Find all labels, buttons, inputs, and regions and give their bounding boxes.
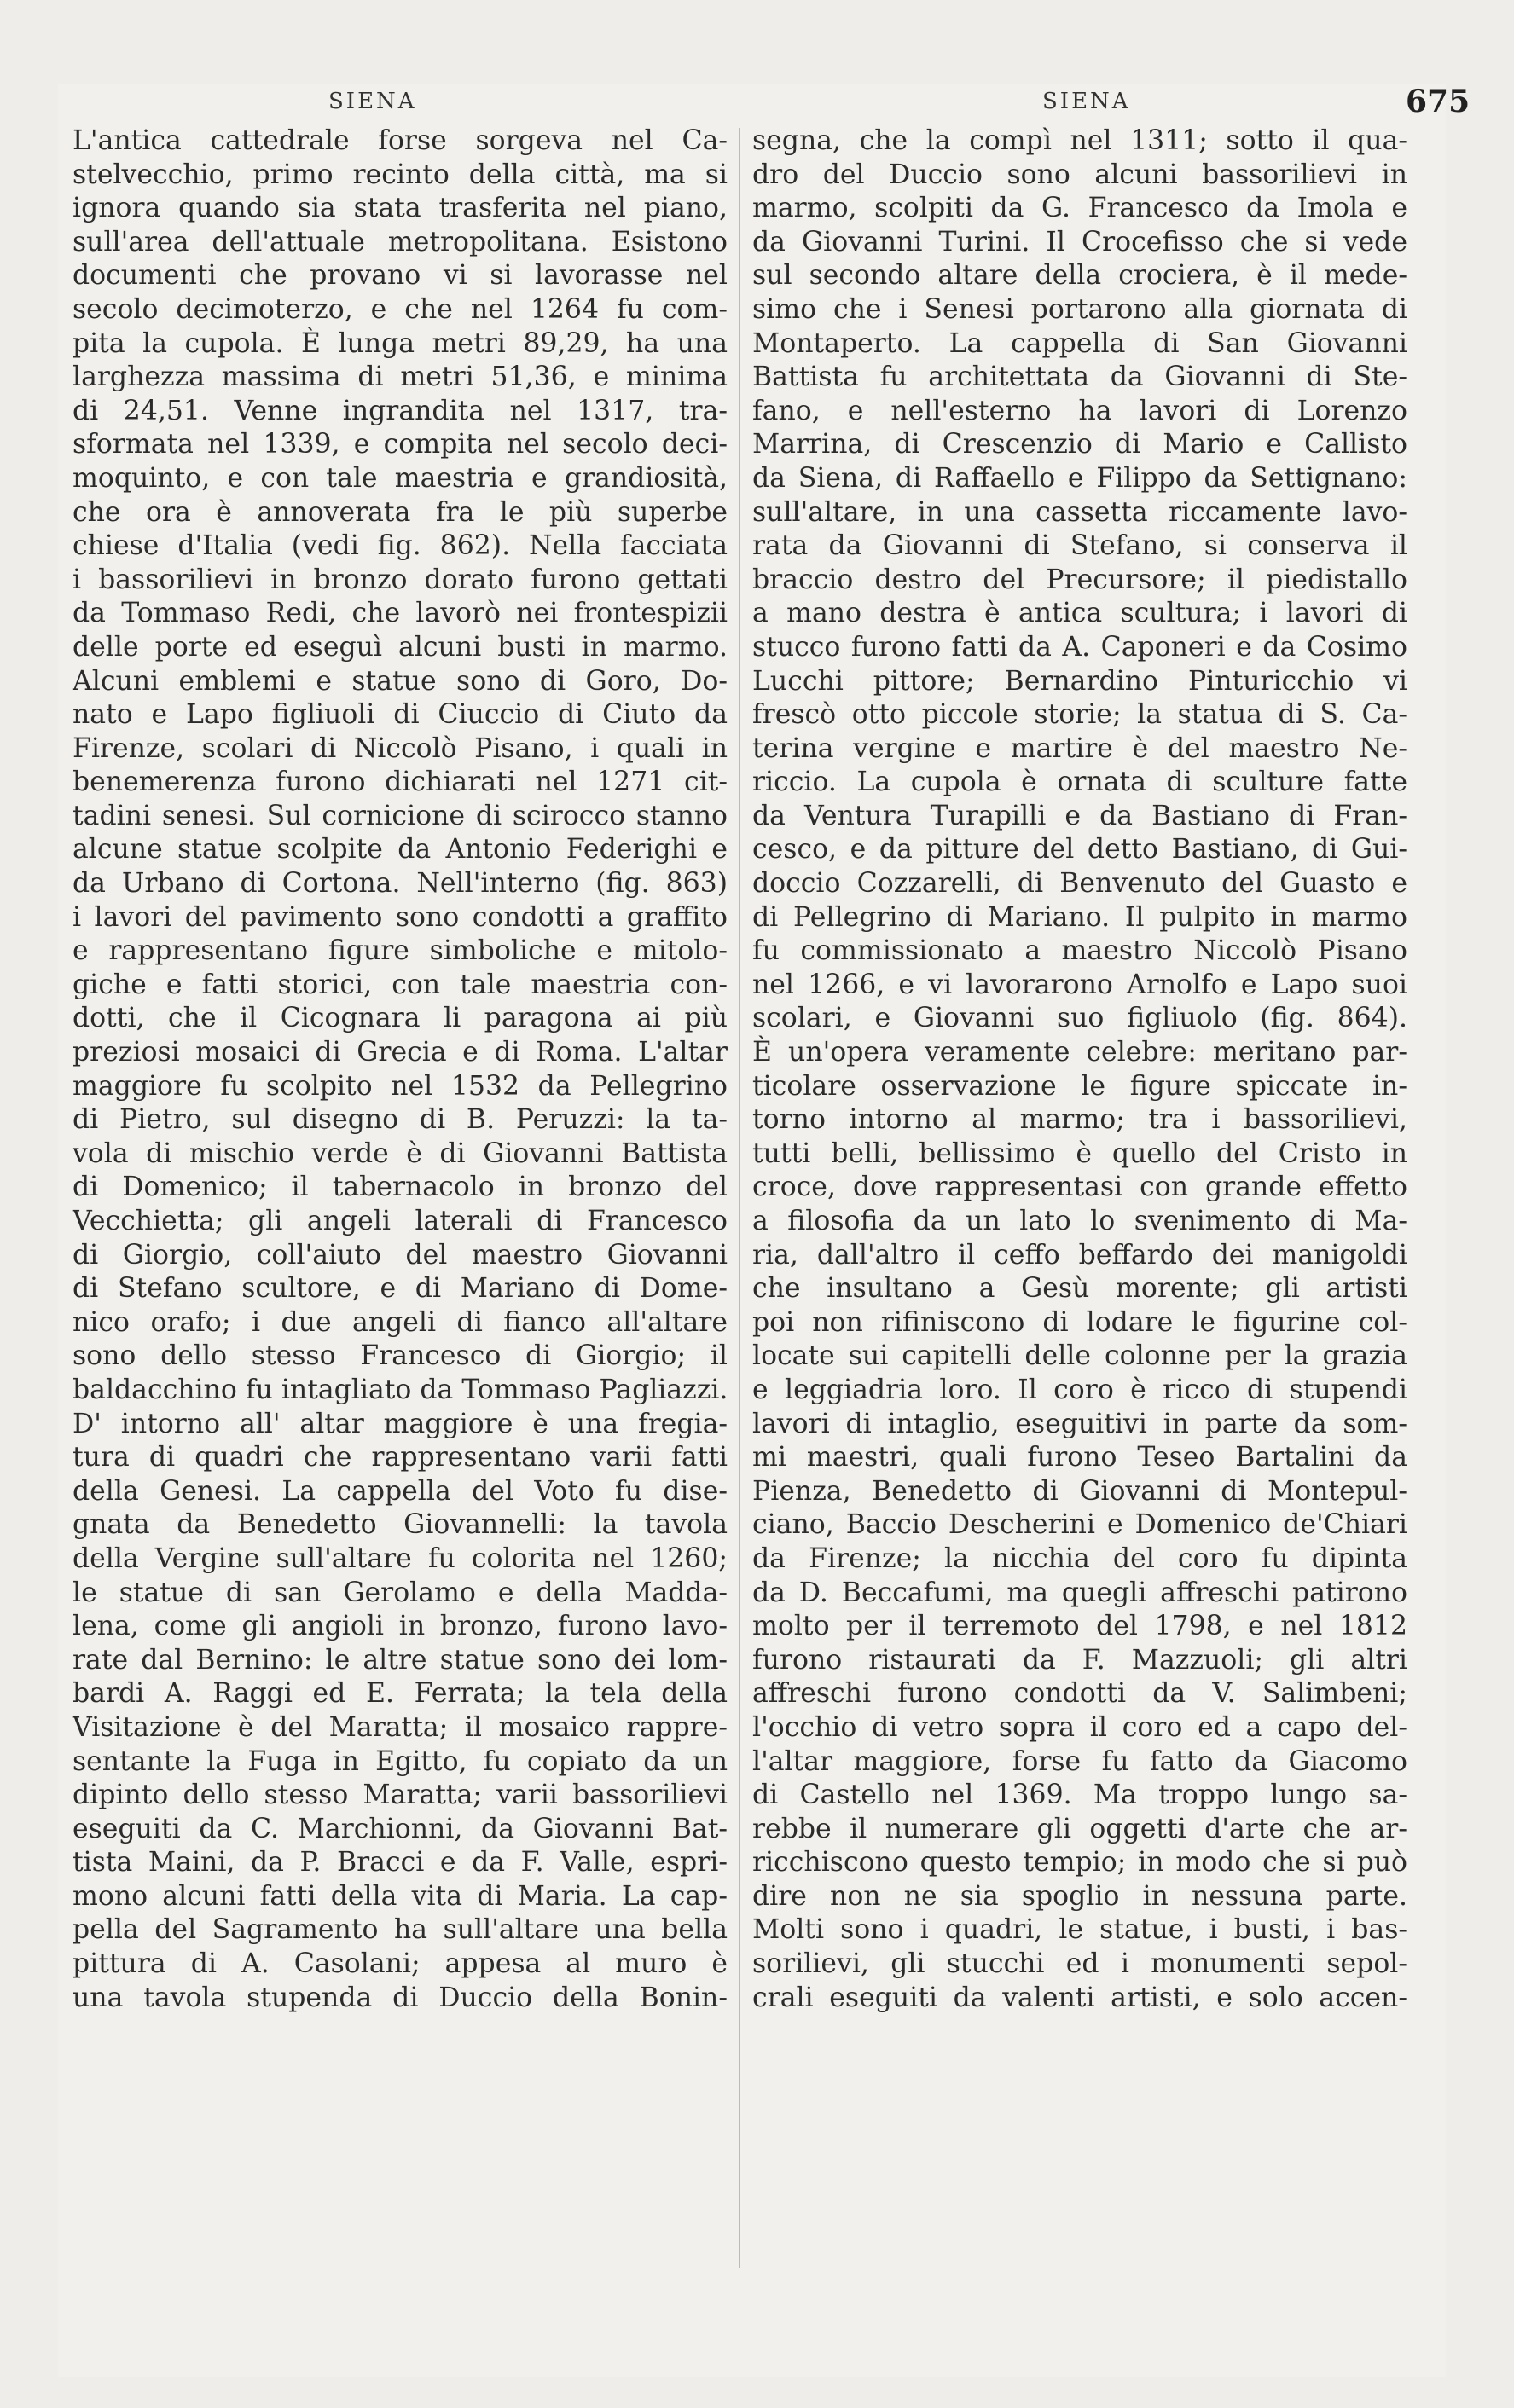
text-line: eseguiti da C. Marchionni, da Giovanni Bat-: [73, 1813, 728, 1844]
text-line: da Siena, di Raffaello e Filippo da Settignano:: [752, 462, 1407, 494]
left-text-column: [73, 124, 728, 2015]
text-line: di Domenico; il tabernacolo in bronzo del: [73, 1172, 728, 1203]
text-line: nel 1266, e vi lavorarono Arnolfo e Lapo suoi: [752, 969, 1407, 1000]
text-line: tista Maini, da P. Bracci e da F. Valle, espri-: [73, 1847, 728, 1878]
text-line: pella del Sagramento ha sull'altare una bella: [73, 1914, 728, 1946]
text-line: tutti belli, bellissimo è quello del Cristo in: [752, 1137, 1407, 1169]
text-line: i lavori del pavimento sono condotti a graffito: [73, 901, 728, 933]
text-line: gnata da Benedetto Giovannelli: la tavola: [73, 1509, 728, 1541]
text-line: sull'area dell'attuale metropolitana. Esistono: [73, 226, 728, 258]
text-line: locate sui capitelli delle colonne per la grazia: [752, 1340, 1407, 1372]
text-line: Molti sono i quadri, le statue, i busti, i bas-: [752, 1914, 1407, 1946]
text-line: fu commissionato a maestro Niccolò Pisano: [752, 935, 1407, 967]
text-line: scolari, e Giovanni suo figliuolo (fig. 864).: [752, 1003, 1407, 1034]
text-line: dire non ne sia spoglio in nessuna parte.: [752, 1880, 1407, 1912]
text-line: chiese d'Italia (vedi fig. 862). Nella facciata: [73, 530, 728, 562]
text-line: Montaperto. La cappella di San Giovanni: [752, 327, 1407, 359]
text-line: di Castello nel 1369. Ma troppo lungo sa-: [752, 1780, 1407, 1811]
text-line: alcune statue scolpite da Antonio Federighi e: [73, 834, 728, 865]
text-line: nico orafo; i due angeli di fianco all'altare: [73, 1306, 728, 1338]
text-line: molto per il terremoto del 1798, e nel 1812: [752, 1611, 1407, 1642]
text-line: tadini senesi. Sul cornicione di scirocco stanno: [73, 800, 728, 831]
text-line: Pienza, Benedetto di Giovanni di Montepul-: [752, 1475, 1407, 1507]
text-line: da Tommaso Redi, che lavorò nei frontespizii: [73, 598, 728, 629]
text-line: sull'altare, in una cassetta riccamente lavo-: [752, 496, 1407, 528]
text-line: Firenze, scolari di Niccolò Pisano, i quali in: [73, 732, 728, 764]
text-line: dipinto dello stesso Maratta; varii bassorilievi: [73, 1780, 728, 1811]
text-line: di Stefano scultore, e di Mariano di Dome-: [73, 1273, 728, 1305]
text-line: mi maestri, quali furono Teseo Bartalini da: [752, 1442, 1407, 1473]
text-line: Visitazione è del Maratta; il mosaico rappre-: [73, 1711, 728, 1743]
text-line: riccio. La cupola è ornata di sculture fatte: [752, 767, 1407, 798]
text-line: marmo, scolpiti da G. Francesco da Imola e: [752, 193, 1407, 224]
text-line: fano, e nell'esterno ha lavori di Lorenzo: [752, 395, 1407, 426]
text-line: benemerenza furono dichiarati nel 1271 cit-: [73, 767, 728, 798]
text-line: maggiore fu scolpito nel 1532 da Pellegrino: [73, 1070, 728, 1102]
text-line: delle porte ed eseguì alcuni busti in marmo.: [73, 631, 728, 663]
text-line: e leggiadria loro. Il coro è ricco di stupendi: [752, 1374, 1407, 1405]
text-line: baldacchino fu intagliato da Tommaso Pagliazzi.: [73, 1374, 728, 1405]
text-line: pita la cupola. È lunga metri 89,29, ha una: [73, 327, 728, 359]
text-line: segna, che la compì nel 1311; sotto il qua-: [752, 125, 1407, 156]
text-line: affreschi furono condotti da V. Salimbeni;: [752, 1678, 1407, 1710]
text-line: le statue di san Gerolamo e della Madda-: [73, 1577, 728, 1608]
text-line: lavori di intaglio, eseguitivi in parte da som-: [752, 1408, 1407, 1439]
text-line: furono ristaurati da F. Mazzuoli; gli altri: [752, 1644, 1407, 1676]
text-line: l'altar maggiore, forse fu fatto da Giacomo: [752, 1745, 1407, 1777]
text-line: ciano, Baccio Descherini e Domenico de'Chiari: [752, 1509, 1407, 1541]
text-line: Vecchietta; gli angeli laterali di Francesco: [73, 1206, 728, 1236]
text-line: ignora quando sia stata trasferita nel piano,: [73, 193, 728, 224]
text-line: da Urbano di Cortona. Nell'interno (fig. 863): [73, 868, 728, 900]
text-line: di Pellegrino di Mariano. Il pulpito in marmo: [752, 901, 1407, 933]
text-line: mono alcuni fatti della vita di Maria. La cap-: [73, 1880, 728, 1912]
column-divider: [739, 128, 740, 2268]
text-line: ticolare osservazione le figure spiccate in-: [752, 1070, 1407, 1102]
text-line: sono dello stesso Francesco di Giorgio; il: [73, 1340, 728, 1372]
text-line: giche e fatti storici, con tale maestria con-: [73, 969, 728, 1000]
text-line: documenti che provano vi si lavorasse nel: [73, 260, 728, 292]
text-line: della Genesi. La cappella del Voto fu dise-: [73, 1475, 728, 1507]
text-line: l'occhio di vetro sopra il coro ed a capo del-: [752, 1711, 1407, 1743]
text-line: L'antica cattedrale forse sorgeva nel Ca-: [73, 125, 728, 156]
text-line: braccio destro del Precursore; il piedistallo: [752, 564, 1407, 595]
text-line: e rappresentano figure simboliche e mitolo-: [73, 935, 728, 967]
text-line: Alcuni emblemi e statue sono di Goro, Do-: [73, 665, 728, 697]
text-line: di Giorgio, coll'aiuto del maestro Giovanni: [73, 1239, 728, 1271]
text-line: rata da Giovanni di Stefano, si conserva il: [752, 530, 1407, 562]
text-line: da Firenze; la nicchia del coro fu dipinta: [752, 1543, 1407, 1574]
text-line: da D. Beccafumi, ma quegli affreschi patirono: [752, 1577, 1407, 1608]
text-line: a mano destra è antica scultura; i lavori di: [752, 598, 1407, 629]
text-line: lena, come gli angioli in bronzo, furono lavo-: [73, 1611, 728, 1642]
text-line: stucco furono fatti da A. Caponeri e da Cosimo: [752, 631, 1407, 663]
text-line: D' intorno all' altar maggiore è una fregia-: [73, 1408, 728, 1439]
text-line: da Ventura Turapilli e da Bastiano di Fran-: [752, 800, 1407, 831]
text-line: sformata nel 1339, e compita nel secolo deci-: [73, 429, 728, 460]
text-line: di 24,51. Venne ingrandita nel 1317, tra-: [73, 395, 728, 426]
text-line: vola di mischio verde è di Giovanni Battista: [73, 1137, 728, 1169]
text-line: che insultano a Gesù morente; gli artisti: [752, 1273, 1407, 1305]
text-line: Battista fu architettata da Giovanni di Ste-: [752, 362, 1407, 393]
text-line: rate dal Bernino: le altre statue sono dei lom-: [73, 1644, 728, 1676]
text-line: nato e Lapo figliuoli di Ciuccio di Ciuto da: [73, 699, 728, 731]
text-line: Lucchi pittore; Bernardino Pinturicchio vi: [752, 665, 1407, 697]
text-line: dotti, che il Cicognara li paragona ai più: [73, 1003, 728, 1034]
text-line: doccio Cozzarelli, di Benvenuto del Guasto e: [752, 868, 1407, 900]
text-line: simo che i Senesi portarono alla giornata di: [752, 293, 1407, 325]
text-line: dro del Duccio sono alcuni bassorilievi in: [752, 159, 1407, 190]
running-header-left: SIENA: [328, 89, 417, 114]
text-line: ria, dall'altro il ceffo beffardo dei manigoldi: [752, 1239, 1407, 1271]
text-line: di Pietro, sul disegno di B. Peruzzi: la ta-: [73, 1104, 728, 1136]
text-line: che ora è annoverata fra le più superbe: [73, 496, 728, 528]
text-line: moquinto, e con tale maestria e grandiosità,: [73, 462, 728, 494]
text-line: tura di quadri che rappresentano varii fatti: [73, 1442, 728, 1473]
text-line: a filosofia da un lato lo svenimento di Ma-: [752, 1206, 1407, 1236]
text-line: croce, dove rappresentasi con grande effetto: [752, 1172, 1407, 1203]
text-line: una tavola stupenda di Duccio della Bonin-: [73, 1982, 728, 2013]
page-number: 675: [1406, 84, 1470, 119]
text-line: sorilievi, gli stucchi ed i monumenti sepol-: [752, 1948, 1407, 1980]
text-line: sentante la Fuga in Egitto, fu copiato da un: [73, 1745, 728, 1777]
text-line: pittura di A. Casolani; appesa al muro è: [73, 1948, 728, 1980]
text-line: terina vergine e martire è del maestro Ne-: [752, 732, 1407, 764]
text-line: poi non rifiniscono di lodare le figurine col-: [752, 1306, 1407, 1338]
text-line: Marrina, di Crescenzio di Mario e Callisto: [752, 429, 1407, 460]
text-line: i bassorilievi in bronzo dorato furono gettati: [73, 564, 728, 595]
text-line: sul secondo altare della crociera, è il mede-: [752, 260, 1407, 292]
text-line: della Vergine sull'altare fu colorita nel 1260;: [73, 1543, 728, 1574]
text-line: crali eseguiti da valenti artisti, e solo accen-: [752, 1982, 1407, 2013]
text-line: ricchiscono questo tempio; in modo che si può: [752, 1847, 1407, 1878]
text-line: larghezza massima di metri 51,36, e minima: [73, 362, 728, 393]
running-header-right: SIENA: [1042, 89, 1131, 114]
text-line: bardi A. Raggi ed E. Ferrata; la tela della: [73, 1678, 728, 1710]
text-line: rebbe il numerare gli oggetti d'arte che ar-: [752, 1813, 1407, 1844]
right-text-column: [752, 124, 1407, 2015]
text-line: stelvecchio, primo recinto della città, ma si: [73, 159, 728, 190]
text-line: torno intorno al marmo; tra i bassorilievi,: [752, 1104, 1407, 1136]
text-line: È un'opera veramente celebre: meritano par-: [752, 1037, 1407, 1068]
text-line: preziosi mosaici di Grecia e di Roma. L'altar: [73, 1037, 728, 1068]
text-line: cesco, e da pitture del detto Bastiano, di Gui-: [752, 834, 1407, 865]
text-line: secolo decimoterzo, e che nel 1264 fu com-: [73, 293, 728, 325]
text-line: frescò otto piccole storie; la statua di S. Ca-: [752, 699, 1407, 731]
text-line: da Giovanni Turini. Il Crocefisso che si vede: [752, 226, 1407, 258]
